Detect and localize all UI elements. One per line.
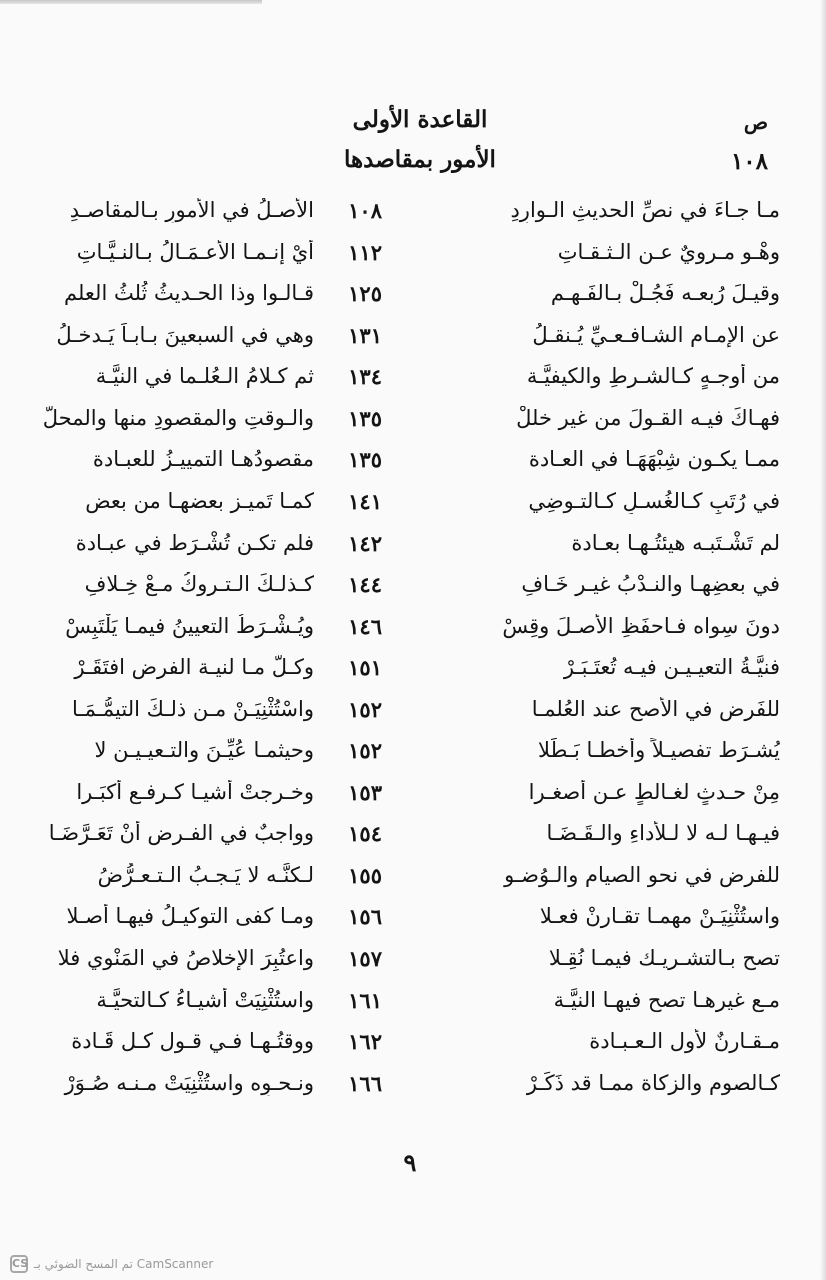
hemistich-second: مـع غيرهـا تصح فيهـا النيَّـة bbox=[553, 987, 780, 1012]
hemistich-first: ثم كـلامُ الـعُلـما في النيَّـة bbox=[95, 364, 314, 389]
hemistich-second: مـقـارنٌ لأول الـعـبـادة bbox=[589, 1029, 780, 1054]
hemistich-second: لم تَشْـتَبـه هيئتُـهـا بعـادة bbox=[571, 530, 780, 555]
hemistich-second: ممـا يكـون شِبْهَهَـا في العـادة bbox=[528, 447, 780, 472]
verse-first-half bbox=[40, 1071, 382, 1096]
verse-number: ١٣١ bbox=[348, 322, 382, 348]
hemistich-first: وواجبٌ في الفـرضِ أنْ تَعَـرَّضَـا bbox=[48, 821, 314, 846]
verse-row bbox=[40, 190, 780, 232]
verse-first-half bbox=[40, 946, 382, 971]
verse-first-half bbox=[40, 531, 382, 556]
hemistich-second: في بعضِهـا والنـدْبُ غيـر خَـافِ bbox=[521, 572, 780, 597]
verse-first-half bbox=[40, 1029, 382, 1054]
hemistich-first: ومـا كفى التوكيـلُ فيهـا أصـلا bbox=[66, 904, 314, 929]
verse-number: ١٤٤ bbox=[348, 572, 382, 598]
verse-row bbox=[40, 398, 780, 440]
verse-first-half bbox=[40, 572, 382, 597]
verse-number: ١٤١ bbox=[348, 489, 382, 514]
verse-second-half bbox=[438, 614, 780, 639]
verse-number: ١٣٤ bbox=[348, 364, 382, 390]
verse-second-half bbox=[438, 364, 780, 389]
page-header bbox=[40, 102, 780, 192]
hemistich-first: كمـا تَميـز بعضهـا من بعضِ bbox=[85, 489, 314, 513]
verse-first-half bbox=[40, 364, 382, 389]
verse-first-half bbox=[40, 821, 382, 846]
verse-row bbox=[40, 273, 780, 315]
verse-row bbox=[40, 938, 780, 980]
hemistich-second: في رُتَبٍ كـالغُسـلِ كـالتـوضِي bbox=[528, 489, 780, 513]
hemistich-first: واسْتُثْنِيَـنْ مـن ذلـكَ التيمُّـمَـا bbox=[72, 696, 314, 721]
verse-number: ١٥٣ bbox=[348, 779, 382, 805]
hemistich-first: والـوقتِ والمقصودِ منها والمحلّ bbox=[42, 405, 314, 430]
verse-second-half bbox=[438, 531, 780, 556]
hemistich-second: مِنْ حـدثٍ لغـالطٍ عـن أصغـرا bbox=[528, 779, 780, 804]
verse-second-half bbox=[438, 240, 780, 265]
verse-second-half bbox=[438, 406, 780, 431]
verse-second-half bbox=[438, 447, 780, 472]
verse-first-half bbox=[40, 406, 382, 431]
verse-row bbox=[40, 439, 780, 481]
hemistich-second: مـا جـاءَ في نصِّ الحديثِ الـوارِدِ bbox=[510, 198, 780, 223]
section-subtitle: الأمور بمقاصدها bbox=[344, 146, 496, 173]
verse-first-half bbox=[40, 738, 382, 763]
watermark-text: تم المسح الضوئي بـ CamScanner bbox=[34, 1257, 214, 1271]
page-label: ص bbox=[743, 110, 768, 134]
page-reference-number: ١٠٨ bbox=[730, 148, 768, 175]
hemistich-first: واعتُبِرَ الإخلاصُ في المَنْوي فلا bbox=[57, 946, 314, 971]
hemistich-second: من أوجـهٍ كـالشـرطِ والكيفيَّـة bbox=[526, 364, 780, 389]
verse-number: ١٠٨ bbox=[348, 198, 382, 224]
verse-first-half bbox=[40, 281, 382, 306]
verse-first-half bbox=[40, 988, 382, 1013]
verse-first-half bbox=[40, 323, 382, 348]
verse-number: ١٤٢ bbox=[348, 530, 382, 556]
verse-row bbox=[40, 689, 780, 731]
verse-second-half bbox=[438, 780, 780, 805]
hemistich-first: الأصـلُ في الأمورِ بـالمقاصـدِ bbox=[69, 198, 314, 223]
hemistich-first: وكـلّ مـا لنيـة الفرضِ افتَقَـرْ bbox=[74, 655, 314, 680]
hemistich-second: فنيَّـةُ التعيـيـنِ فيـه تُعتَـبَـرْ bbox=[563, 655, 780, 680]
hemistich-second: فيـهـا لـه لا لـلأداءِ والـقَـضَـا bbox=[546, 821, 780, 846]
verse-number: ١٥٤ bbox=[348, 821, 382, 847]
hemistich-first: واستُثْنِيَتْ أشيـاءُ كـالتحيَّـة bbox=[96, 987, 314, 1012]
hemistich-first: وخـرجتْ أشيـا كـرفـعِ أكبَـرا bbox=[76, 779, 314, 804]
section-title: القاعدة الأولى bbox=[352, 106, 488, 133]
hemistich-first: ونـحـوِه واستُثْنِيَتْ مـنـه صُـوَرْ bbox=[64, 1070, 314, 1095]
scan-edge-shadow-top bbox=[0, 0, 262, 4]
verse-second-half bbox=[438, 738, 780, 763]
verse-row bbox=[40, 1021, 780, 1063]
verse-first-half bbox=[40, 655, 382, 680]
hemistich-second: وقيـلَ رُبعـه فَجُـلْ بـالفَـهـمِ bbox=[550, 281, 780, 306]
verse-number: ١٢٥ bbox=[348, 281, 382, 307]
hemistich-second: للفَرضِ في الأصح عند العُلمـا bbox=[531, 696, 780, 721]
camscanner-logo-icon: CS bbox=[10, 1255, 28, 1273]
hemistich-first: قـالـوا وذا الحـديثُ ثُلثُ العلمِ bbox=[64, 281, 314, 306]
verse-row bbox=[40, 772, 780, 814]
verse-list bbox=[40, 190, 780, 1096]
verse-number: ١٦٢ bbox=[348, 1029, 382, 1055]
verse-number: ١٥٦ bbox=[348, 904, 382, 930]
hemistich-second: يُشـرَط تفصيـلاً وأخطـا بَـطَلا bbox=[538, 738, 780, 763]
verse-second-half bbox=[438, 323, 780, 348]
verse-number: ١٤٦ bbox=[348, 613, 382, 639]
verse-row bbox=[40, 896, 780, 938]
verse-number: ١٥٢ bbox=[348, 738, 382, 764]
hemistich-second: فهـاكَ فيـه القـولَ من غير خللْ bbox=[516, 405, 780, 430]
hemistich-first: أيْ إنـمـا الأعـمَـالُ بـالنـيَّـاتِ bbox=[76, 239, 314, 264]
verse-first-half bbox=[40, 614, 382, 639]
verse-row bbox=[40, 481, 780, 523]
verse-first-half bbox=[40, 904, 382, 929]
verse-row bbox=[40, 315, 780, 357]
verse-row bbox=[40, 730, 780, 772]
hemistich-first: ووقتُـهـا فـي قـول كـل قَـادة bbox=[71, 1029, 314, 1054]
verse-row bbox=[40, 813, 780, 855]
verse-second-half bbox=[438, 198, 780, 223]
verse-second-half bbox=[438, 904, 780, 929]
verse-second-half bbox=[438, 946, 780, 971]
hemistich-second: تصح بـالتشـريـك فيمـا نُقِـلا bbox=[548, 946, 780, 971]
verse-second-half bbox=[438, 863, 780, 888]
verse-second-half bbox=[438, 1029, 780, 1054]
hemistich-first: كـذلـكَ الـتـروكُ مـعْ خِـلافِ bbox=[84, 572, 314, 597]
verse-second-half bbox=[438, 988, 780, 1013]
verse-number: ١٦١ bbox=[348, 987, 382, 1013]
page-number: ٩ bbox=[403, 1148, 417, 1177]
verse-row bbox=[40, 232, 780, 274]
verse-number: ١٣٥ bbox=[348, 405, 382, 431]
verse-second-half bbox=[438, 821, 780, 846]
scan-edge-shadow-right bbox=[820, 0, 826, 1280]
verse-first-half bbox=[40, 863, 382, 888]
verse-second-half bbox=[438, 572, 780, 597]
verse-first-half bbox=[40, 447, 382, 472]
hemistich-first: ويُـشْـرَطُ التعيينُ فيمـا يَلْتَبِسْ bbox=[65, 613, 314, 638]
camscanner-watermark bbox=[10, 1251, 213, 1277]
verse-second-half bbox=[438, 489, 780, 514]
hemistich-second: دونَ سِواه فـاحفَظِ الأصـلَ وقِسْ bbox=[502, 613, 780, 638]
verse-first-half bbox=[40, 489, 382, 514]
hemistich-first: فلم تكـن تُشْـرَط في عبـادة bbox=[75, 530, 314, 555]
verse-first-half bbox=[40, 780, 382, 805]
verse-second-half bbox=[438, 281, 780, 306]
verse-row bbox=[40, 1062, 780, 1104]
verse-row bbox=[40, 647, 780, 689]
verse-number: ١٦٦ bbox=[348, 1070, 382, 1096]
verse-number: ١٥٧ bbox=[348, 946, 382, 972]
verse-row bbox=[40, 855, 780, 897]
hemistich-second: واستُثْنِيَـنْ مهمـا تقـارنْ فعـلا bbox=[539, 904, 780, 929]
verse-number: ١٥٢ bbox=[348, 696, 382, 722]
hemistich-second: كـالصوم والزكاة ممـا قد ذَكَـرْ bbox=[526, 1070, 780, 1095]
verse-first-half bbox=[40, 198, 382, 223]
verse-number: ١٥١ bbox=[348, 655, 382, 681]
hemistich-second: عن الإمـامِ الشـافـعـيِّ يُـنقـلُ bbox=[532, 322, 780, 347]
hemistich-second: وهْـو مـرويٌ عـنِ الـثـقـاتِ bbox=[557, 239, 780, 264]
verse-second-half bbox=[438, 1071, 780, 1096]
verse-second-half bbox=[438, 697, 780, 722]
hemistich-first: لـكنَّـه لا يَـجـبُ الـتـعـرُّضُ bbox=[97, 862, 314, 887]
hemistich-first: مقصودُهـا التمييـزُ للعبـادة bbox=[92, 447, 314, 472]
verse-number: ١٥٥ bbox=[348, 862, 382, 888]
verse-number: ١٣٥ bbox=[348, 447, 382, 473]
verse-first-half bbox=[40, 697, 382, 722]
verse-second-half bbox=[438, 655, 780, 680]
verse-row bbox=[40, 564, 780, 606]
hemistich-first: وحيثمـا عُيِّـنَ والتـعيـيـن لا bbox=[94, 738, 314, 763]
hemistich-second: للفرضِ في نحو الصيامِ والـوُضـو bbox=[504, 862, 780, 887]
verse-row bbox=[40, 522, 780, 564]
verse-row bbox=[40, 979, 780, 1021]
verse-first-half bbox=[40, 240, 382, 265]
verse-number: ١١٢ bbox=[348, 239, 382, 265]
verse-row bbox=[40, 605, 780, 647]
verse-row bbox=[40, 356, 780, 398]
hemistich-first: وهي في السبعينَ بـابـاً يَـدخـلُ bbox=[56, 322, 314, 347]
